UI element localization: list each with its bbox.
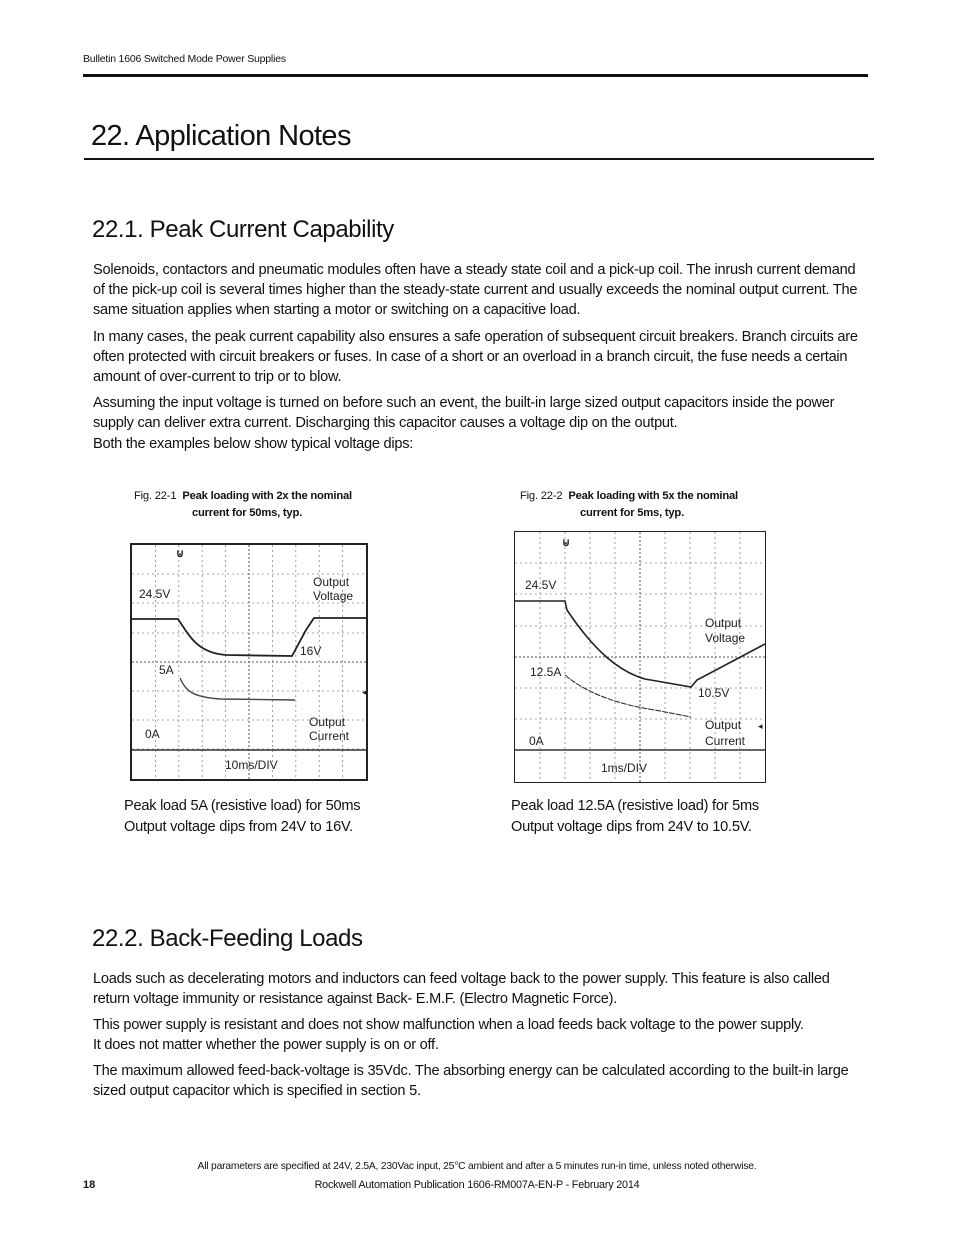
figure-caption-line2: current for 5ms, typ. [580,506,684,519]
output-voltage-label: Output [313,575,350,589]
paragraph: The maximum allowed feed-back-voltage is 35Vdc. The absorbing energy can be calculated according to the built-in large sized output capacitor which is specified in section 5. [93,1063,849,1100]
current-peak-label: 5A [159,663,174,677]
figure-note-line: Output voltage dips from 24V to 10.5V. [511,818,752,835]
paragraph: In many cases, the peak current capability also ensures a safe operation of subsequent circuit breakers. Branch circuits are often protected with circuit breakers or fuses. In case of a short or an overload in a branch circuit, the fuse needs a certain amount of over-current to trip or to blow. [93,329,858,386]
channel-marker-icon: ◂ [362,687,367,697]
figure-note [124,796,360,837]
subsection-title-peak-current: 22.1. Peak Current Capability [92,216,394,243]
output-voltage-label: Voltage [705,631,746,645]
output-current-label: Current [309,729,350,743]
figure-caption-line2: current for 50ms, typ. [192,506,302,519]
figure-caption [134,488,352,521]
figure-number: Fig. 22-1 [134,490,177,502]
subsection-title-back-feeding: 22.2. Back-Feeding Loads [92,925,363,952]
figure-note-line: Output voltage dips from 24V to 16V. [124,818,353,835]
paragraph: Both the examples below show typical voltage dips: [93,436,414,452]
channel-marker-icon: ◂ [758,721,763,731]
paragraph: Loads such as decelerating motors and inductors can feed voltage back to the power supply. This feature is also called return voltage immunity or resistance against Back- E.M.F. (Electro Magnetic Force). [93,971,830,1008]
figure-caption [520,488,738,521]
output-current-label: Output [705,718,742,732]
current-trace [565,675,691,717]
footer-note: All parameters are specified at 24V, 2.5A, 230Vac input, 25°C ambient and after a 5 minutes run-in time, unless noted otherwise. [197,1161,757,1172]
current-trace [180,678,295,700]
voltage-dip-label: 10.5V [698,686,730,700]
trigger-marker-icon: ⊍ [562,537,571,549]
paragraph: It does not matter whether the power supply is on or off. [93,1037,439,1053]
timebase-label: 1ms/DIV [601,761,648,775]
output-current-label: Output [309,715,346,729]
running-header: Bulletin 1606 Switched Mode Power Supplies [83,53,286,65]
zero-current-label: 0A [529,734,544,748]
oscilloscope-plot [130,543,368,781]
output-current-label: Current [705,734,746,748]
voltage-dip-label: 16V [300,644,322,658]
section-rule [84,158,874,160]
trigger-marker-icon: ⊍ [176,548,185,560]
current-peak-label: 12.5A [530,665,562,679]
oscilloscope-plot [514,531,766,783]
zero-current-label: 0A [145,727,160,741]
header-rule [83,74,868,77]
page-number: 18 [83,1179,96,1191]
paragraph: Assuming the input voltage is turned on before such an event, the built-in large sized output capacitors inside the power supply can deliver extra current. Discharging this capacitor causes a voltage dip on the output. [93,395,835,432]
voltage-level-label: 24.5V [525,578,557,592]
paragraph: This power supply is resistant and does not show malfunction when a load feeds back voltage to the power supply. [93,1017,804,1033]
figure-caption-line1: Peak loading with 5x the nominal [568,490,738,502]
figure-note [511,796,759,837]
figure-note-line: Peak load 5A (resistive load) for 50ms [124,798,361,814]
timebase-label: 10ms/DIV [225,758,278,772]
figure-note-line: Peak load 12.5A (resistive load) for 5ms [511,798,759,814]
figure-caption-line1: Peak loading with 2x the nominal [182,490,352,502]
paragraph: Solenoids, contactors and pneumatic modules often have a steady state coil and a pick-up coil. The inrush current demand of the pick-up coil is several times higher than the steady-state current and usually exceeds the nominal output current. The same situation applies when starting a motor or switching on a capacitive load. [93,262,858,319]
section-title: 22. Application Notes [91,120,351,152]
output-voltage-label: Voltage [313,589,354,603]
output-voltage-label: Output [705,616,742,630]
publication-info: Rockwell Automation Publication 1606-RM007A-EN-P - February 2014 [314,1179,640,1191]
figure-number: Fig. 22-2 [520,490,563,502]
voltage-level-label: 24.5V [139,587,171,601]
